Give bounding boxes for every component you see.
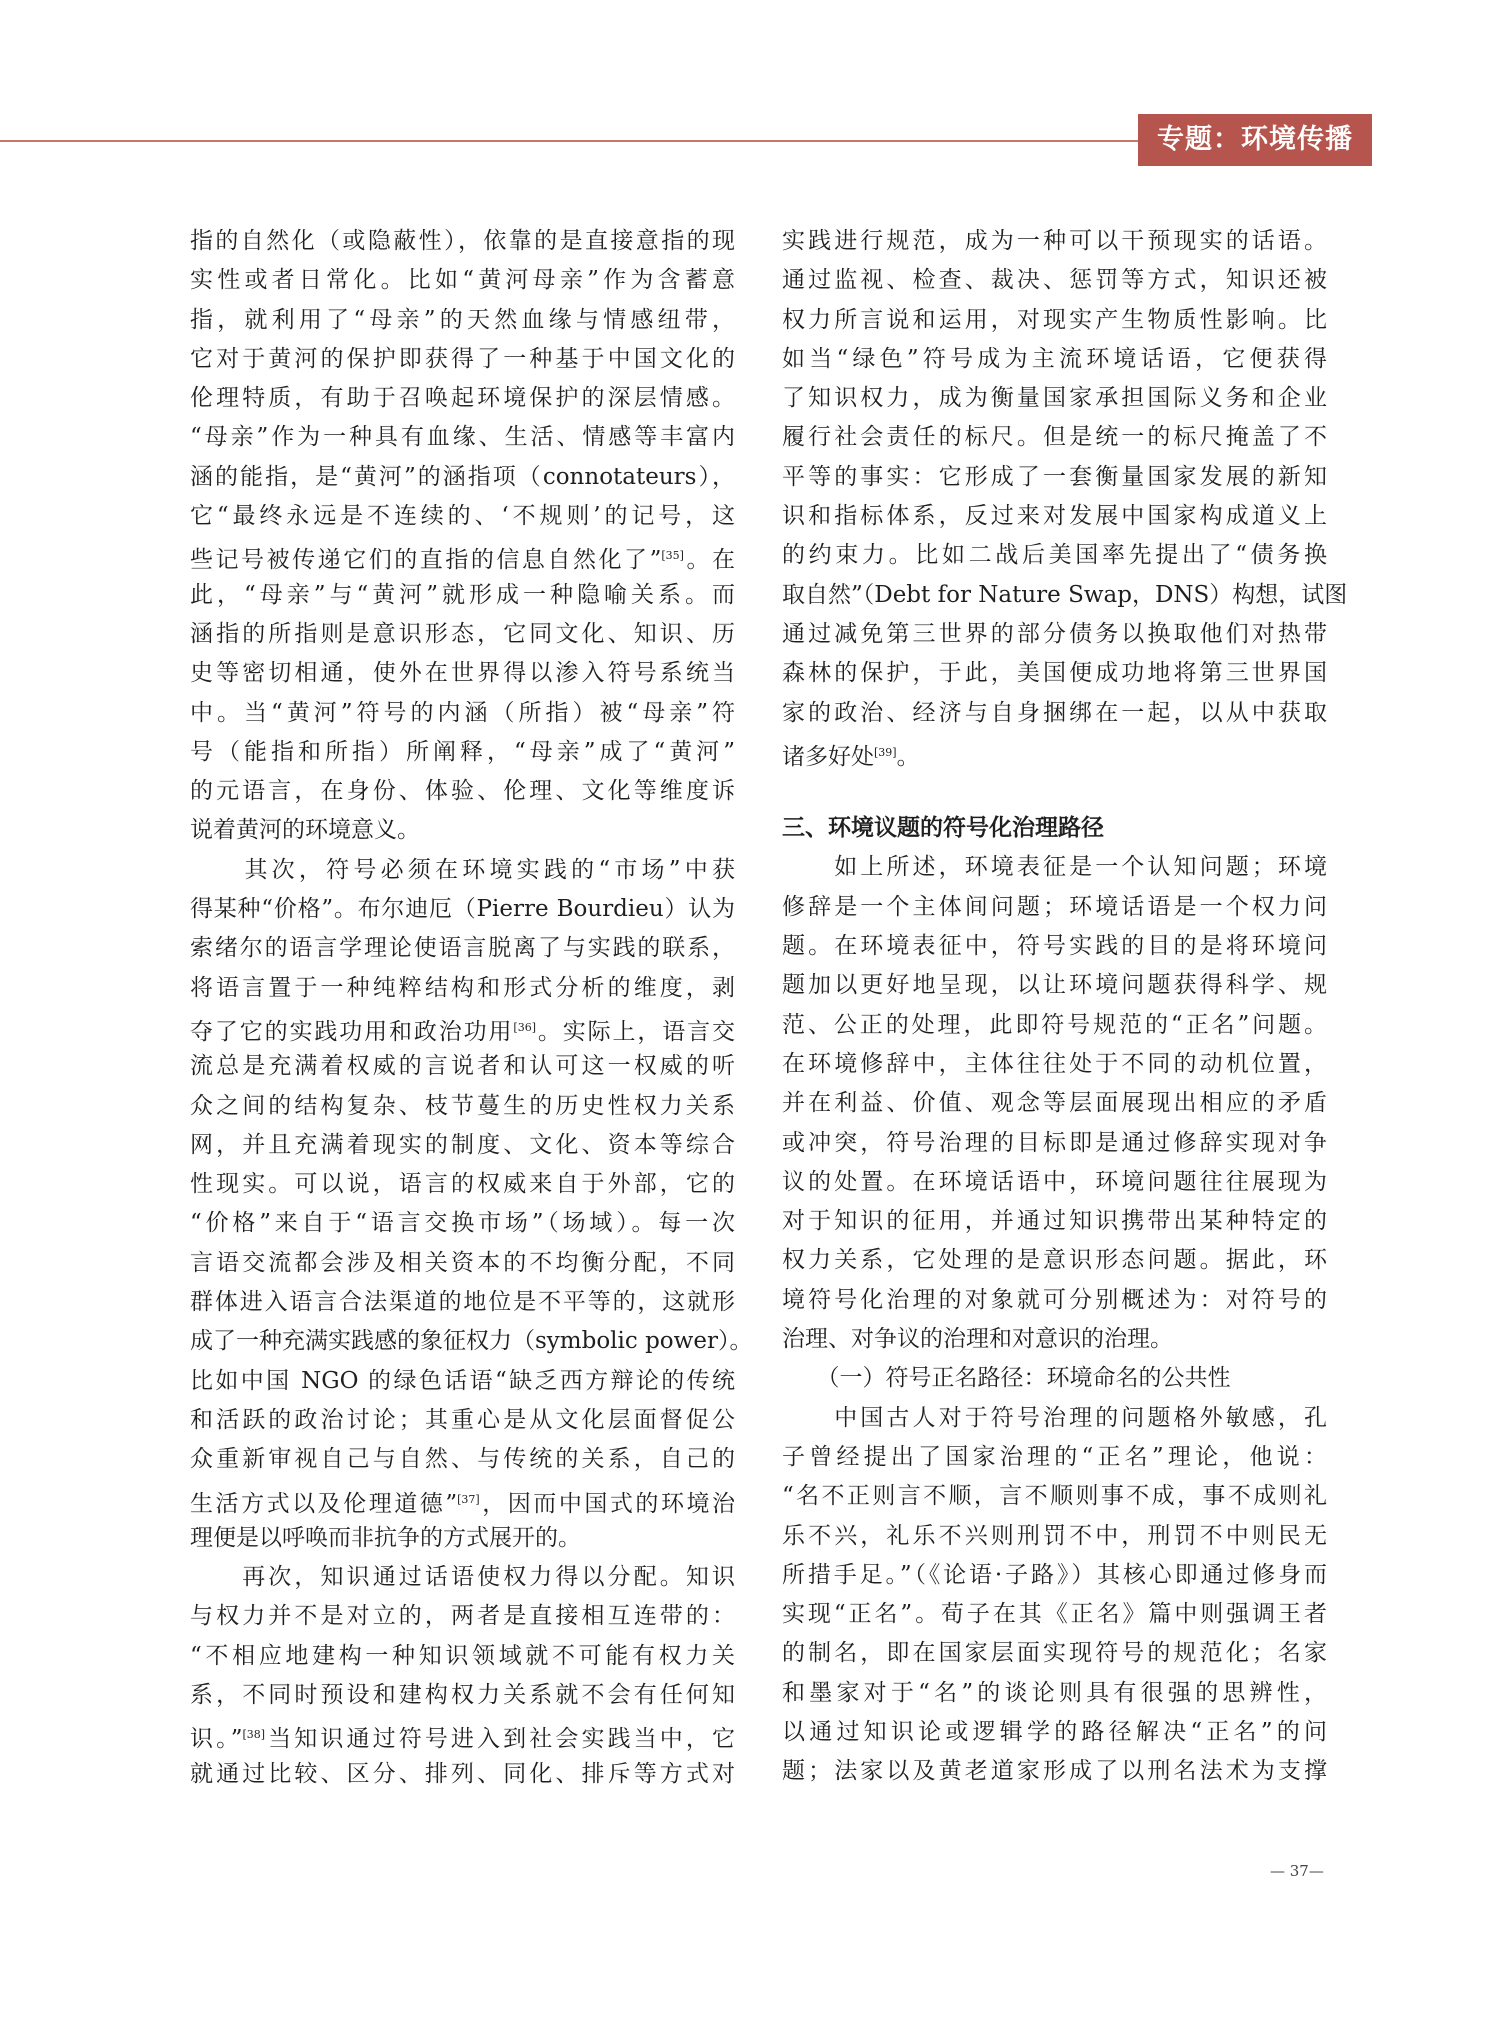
text-line: 中国古人对于符号治理的问题格外敏感，孔	[782, 1404, 1327, 1431]
text-line: 治理、对争议的治理和对意识的治理。	[782, 1326, 1173, 1353]
text-line: 诸多好处[39]。	[782, 743, 920, 770]
text-line: 伦理特质，有助于召唤起环境保护的深层情感。	[190, 385, 735, 412]
section-label: 专题：环境传播	[1138, 114, 1372, 166]
text-line: 众重新审视自己与自然、与传统的关系，自己的	[190, 1446, 735, 1473]
text-line: 和活跃的政治讨论；其重心是从文化层面督促公	[190, 1406, 735, 1433]
text-line: “不相应地建构一种知识领域就不可能有权力关	[190, 1642, 735, 1669]
text-line: 对于知识的征用，并通过知识携带出某种特定的	[782, 1208, 1327, 1235]
text-line: 修辞是一个主体间问题；环境话语是一个权力问	[782, 893, 1327, 920]
text-line: 理便是以呼唤而非抗争的方式展开的。	[190, 1524, 581, 1551]
text-line: 议的处置。在环境话语中，环境问题往往展现为	[782, 1168, 1327, 1195]
page-number: — 37—	[1270, 1862, 1324, 1880]
text-line: 范、公正的处理，此即符号规范的“正名”问题。	[782, 1011, 1327, 1038]
text-line: 得某种“价格”。布尔迪厄（Pierre Bourdieu）认为	[190, 896, 735, 923]
text-line: 通过监视、检查、裁决、惩罚等方式，知识还被	[782, 267, 1327, 294]
text-line: 识和指标体系，反过来对发展中国家构成道义上	[782, 503, 1327, 530]
text-line: 和墨家对于“名”的谈论则具有很强的思辨性，	[782, 1679, 1327, 1706]
text-line: 权力所言说和运用，对现实产生物质性影响。比	[782, 306, 1327, 333]
left-column	[190, 222, 753, 1794]
text-line: 履行社会责任的标尺。但是统一的标尺掩盖了不	[782, 424, 1327, 451]
text-line: 乐不兴，礼乐不兴则刑罚不中，刑罚不中则民无	[782, 1522, 1327, 1549]
right-column	[782, 222, 1348, 1792]
text-line: 说着黄河的环境意义。	[190, 817, 420, 844]
text-line: 再次，知识通过话语使权力得以分配。知识	[190, 1564, 735, 1591]
text-line: 以通过知识论或逻辑学的路径解决“正名”的问	[782, 1718, 1327, 1745]
text-line: 实践进行规范，成为一种可以干预现实的话语。	[782, 228, 1327, 254]
text-line: 比如中国 NGO 的绿色话语“缺乏西方辩论的传统	[190, 1367, 735, 1394]
text-line: 题。在环境表征中，符号实践的目的是将环境问	[782, 933, 1327, 960]
text-line: “名不正则言不顺，言不顺则事不成，事不成则礼	[782, 1483, 1327, 1510]
text-line: 成了一种充满实践感的象征权力（symbolic power）。	[190, 1328, 753, 1355]
text-line: 实性或者日常化。比如“黄河母亲”作为含蓄意	[190, 267, 735, 294]
text-line: 家的政治、经济与自身捆绑在一起，以从中获取	[782, 699, 1327, 726]
section-heading: 三、环境议题的符号化治理路径	[782, 815, 1104, 842]
text-line: 它对于黄河的保护即获得了一种基于中国文化的	[190, 345, 735, 372]
text-line: 涵指的所指则是意识形态，它同文化、知识、历	[190, 620, 735, 647]
text-line: 权力关系，它处理的是意识形态问题。据此，环	[782, 1247, 1327, 1274]
text-line: 就通过比较、区分、排列、同化、排斥等方式对	[190, 1760, 735, 1787]
text-line: 史等密切相通，使外在世界得以渗入符号系统当	[190, 660, 735, 687]
text-line: 网，并且充满着现实的制度、文化、资本等综合	[190, 1131, 735, 1158]
citation-marker: [36]	[513, 1020, 536, 1034]
text-line: 众之间的结构复杂、枝节蔓生的历史性权力关系	[190, 1092, 735, 1119]
text-line: 些记号被传递它们的直指的信息自然化了”[35]。在	[190, 547, 736, 574]
text-line: 题；法家以及黄老道家形成了以刑名法术为支撑	[782, 1758, 1327, 1785]
text-line: 实现“正名”。荀子在其《正名》篇中则强调王者	[782, 1601, 1327, 1628]
text-line: 言语交流都会涉及相关资本的不均衡分配，不同	[190, 1249, 735, 1276]
citation-marker: [37]	[457, 1492, 480, 1506]
text-line: 识。”[38]当知识通过符号进入到社会实践当中，它	[190, 1726, 736, 1753]
text-line: （一）符号正名路径：环境命名的公共性	[782, 1365, 1231, 1392]
text-line: 将语言置于一种纯粹结构和形式分析的维度，剥	[190, 974, 735, 1001]
text-line: 所措手足。”（《论语·子路》）其核心即通过修身而	[782, 1561, 1327, 1588]
text-line: 中。当“黄河”符号的内涵（所指）被“母亲”符	[190, 699, 735, 726]
text-line: 森林的保护，于此，美国便成功地将第三世界国	[782, 660, 1327, 687]
text-line: 索绪尔的语言学理论使语言脱离了与实践的联系，	[190, 935, 735, 962]
header-rule	[0, 140, 1138, 142]
text-line: 夺了它的实践功用和政治功用[36]。实际上，语言交	[190, 1018, 736, 1045]
citation-marker: [38]	[242, 1728, 266, 1742]
text-line: 的制名，即在国家层面实现符号的规范化；名家	[782, 1640, 1327, 1667]
text-line: 指的自然化（或隐蔽性），依靠的是直接意指的现	[190, 228, 735, 254]
text-line: 的约束力。比如二战后美国率先提出了“债务换	[782, 542, 1327, 569]
text-line: 流总是充满着权威的言说者和认可这一权威的听	[190, 1053, 735, 1080]
text-line: 与权力并不是对立的，两者是直接相互连带的：	[190, 1603, 735, 1630]
text-line: 如当“绿色”符号成为主流环境话语，它便获得	[782, 345, 1327, 372]
text-line: 题加以更好地呈现，以让环境问题获得科学、规	[782, 972, 1327, 999]
text-line: 如上所述，环境表征是一个认知问题；环境	[782, 854, 1327, 881]
text-line: 通过减免第三世界的部分债务以换取他们对热带	[782, 620, 1327, 647]
text-line: 性现实。可以说，语言的权威来自于外部，它的	[190, 1171, 735, 1198]
text-line: 生活方式以及伦理道德”[37]，因而中国式的环境治	[190, 1490, 736, 1517]
text-line: 此，“母亲”与“黄河”就形成一种隐喻关系。而	[190, 581, 735, 608]
citation-marker: [39]	[874, 745, 897, 759]
text-line: 群体进入语言合法渠道的地位是不平等的，这就形	[190, 1289, 735, 1316]
text-line: 平等的事实：它形成了一套衡量国家发展的新知	[782, 463, 1327, 490]
text-line: 了知识权力，成为衡量国家承担国际义务和企业	[782, 385, 1327, 412]
text-line: 其次，符号必须在环境实践的“市场”中获	[190, 856, 735, 883]
citation-marker: [35]	[661, 549, 684, 563]
text-line: 的元语言，在身份、体验、伦理、文化等维度诉	[190, 778, 735, 805]
text-line: 它“最终永远是不连续的、‘不规则’的记号，这	[190, 503, 735, 530]
text-line: 涵的能指，是“黄河”的涵指项（connotateurs），	[190, 463, 735, 490]
section-gap	[782, 772, 1327, 809]
text-line: 在环境修辞中，主体往往处于不同的动机位置，	[782, 1050, 1327, 1077]
text-line: 取自然”（Debt for Nature Swap，DNS）构想，试图	[782, 581, 1348, 608]
text-line: 并在利益、价值、观念等层面展现出相应的矛盾	[782, 1090, 1327, 1117]
text-line: 或冲突，符号治理的目标即是通过修辞实现对争	[782, 1129, 1327, 1156]
text-line: 号（能指和所指）所阐释，“母亲”成了“黄河”	[190, 738, 735, 765]
text-line: 系，不同时预设和建构权力关系就不会有任何知	[190, 1681, 735, 1708]
text-line: “母亲”作为一种具有血缘、生活、情感等丰富内	[190, 424, 735, 451]
text-line: “价格”来自于“语言交换市场”（场域）。每一次	[190, 1210, 735, 1237]
text-line: 子曾经提出了国家治理的“正名”理论，他说：	[782, 1443, 1327, 1470]
text-line: 指，就利用了“母亲”的天然血缘与情感纽带，	[190, 306, 735, 333]
text-line: 境符号化治理的对象就可分别概述为：对符号的	[782, 1286, 1327, 1313]
